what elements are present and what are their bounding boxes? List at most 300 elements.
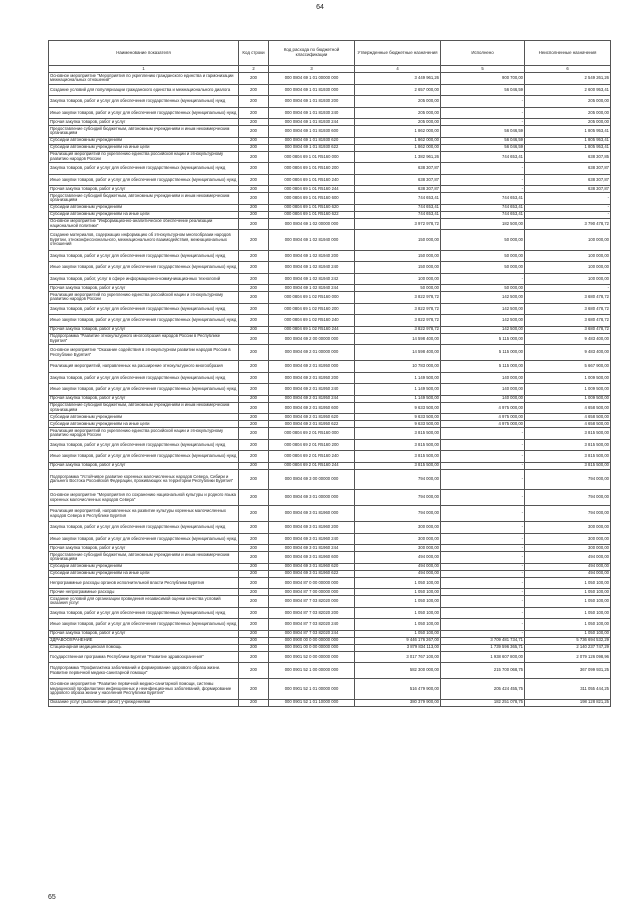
cell-name: Прочая закупка товаров, работ и услуг (49, 285, 239, 292)
cell-kbk: 000 0804 87 7 03 82020 244 (269, 630, 355, 637)
table-row (49, 345, 611, 361)
cell-plan: 2 657 000,00 (355, 84, 441, 96)
cell-done: 4 975 000,00 (441, 414, 525, 421)
cell-plan: 744 653,41 (355, 204, 441, 211)
cell-plan: 150 000,00 (355, 230, 441, 251)
column-number: 3 (269, 66, 355, 73)
cell-code: 200 (239, 262, 269, 274)
table-row (49, 428, 611, 440)
cell-kbk: 000 0804 69 3 01 81960 200 (269, 522, 355, 534)
cell-kbk: 000 0804 69 1 01 81930 200 (269, 96, 355, 108)
table-row (49, 402, 611, 414)
cell-kbk: 000 0804 69 3 01 81960 622 (269, 570, 355, 577)
cell-code: 200 (239, 679, 269, 700)
cell-plan: 744 653,41 (355, 193, 441, 205)
cell-code: 200 (239, 522, 269, 534)
cell-plan: 1 050 100,00 (355, 607, 441, 619)
cell-done: 142 500,00 (441, 303, 525, 315)
cell-name: Прочая закупка товаров, работ и услуг (49, 395, 239, 402)
table-row (49, 218, 611, 230)
cell-name: Субсидии автономным учреждениям на иные цели (49, 421, 239, 428)
cell-rest: 3 815 500,00 (525, 439, 611, 451)
cell-done: 56 046,59 (441, 84, 525, 96)
cell-rest: 3 680 478,72 (525, 326, 611, 333)
cell-rest: 638 307,87 (525, 174, 611, 186)
cell-done: 1 739 596 365,71 (441, 644, 525, 651)
cell-name: Непрограммные расходы органов исполнительной власти Республики Бурятия (49, 577, 239, 589)
cell-rest: 2 549 261,26 (525, 73, 611, 85)
cell-kbk: 000 0804 87 7 03 82020 000 (269, 596, 355, 608)
header-kbk: Код расхода по бюджетной классификации (269, 41, 355, 66)
cell-plan: 3 822 978,72 (355, 315, 441, 327)
cell-kbk: 000 0804 69 2 01 81950 240 (269, 384, 355, 396)
cell-name: Стационарная медицинская помощь (49, 644, 239, 651)
cell-done: - (441, 552, 525, 564)
cell-rest: 3 815 500,00 (525, 428, 611, 440)
cell-code: 200 (239, 96, 269, 108)
cell-code: 200 (239, 372, 269, 384)
cell-name: Иные закупки товаров, работ и услуг для обеспечения государственных (муниципальных) нужд (49, 262, 239, 274)
cell-name: Оказание услуг (выполнение работ) учреждениями (49, 699, 239, 706)
cell-code: 200 (239, 144, 269, 151)
cell-plan: 300 000,00 (355, 533, 441, 545)
table-row (49, 326, 611, 333)
cell-name: ЗДРАВООХРАНЕНИЕ (49, 637, 239, 644)
cell-rest: 1 805 953,41 (525, 137, 611, 144)
cell-kbk: 000 0804 69 1 01 81930 000 (269, 84, 355, 96)
cell-plan: 300 000,00 (355, 522, 441, 534)
cell-plan: 1 050 100,00 (355, 619, 441, 631)
table-row (49, 186, 611, 193)
cell-rest: 198 128 821,25 (525, 699, 611, 706)
cell-name: Закупка товаров, работ и услуг для обеспечения государственных (муниципальных) нужд (49, 607, 239, 619)
cell-plan: 3 815 500,00 (355, 439, 441, 451)
cell-rest: 1 050 100,00 (525, 630, 611, 637)
cell-code: 200 (239, 630, 269, 637)
cell-code: 200 (239, 506, 269, 522)
cell-rest: 1 805 953,41 (525, 126, 611, 138)
cell-plan: 494 000,00 (355, 570, 441, 577)
cell-done: 50 000,00 (441, 285, 525, 292)
cell-code: 200 (239, 469, 269, 490)
cell-rest: 311 055 444,25 (525, 679, 611, 700)
table-row (49, 372, 611, 384)
cell-name: Иные закупки товаров, работ и услуг для обеспечения государственных (муниципальных) нужд (49, 174, 239, 186)
cell-rest: 1 009 500,00 (525, 384, 611, 396)
cell-rest: 1 050 100,00 (525, 589, 611, 596)
table-row (49, 73, 611, 85)
cell-kbk: 000 0804 69 1 01 81930 600 (269, 126, 355, 138)
cell-done: - (441, 96, 525, 108)
cell-code: 200 (239, 395, 269, 402)
cell-code: 200 (239, 644, 269, 651)
cell-name: Иные закупки товаров, работ и услуг для обеспечения государственных (муниципальных) нужд (49, 619, 239, 631)
cell-plan: 3 815 500,00 (355, 428, 441, 440)
table-row (49, 462, 611, 469)
cell-code: 200 (239, 315, 269, 327)
cell-plan: 1 862 000,00 (355, 126, 441, 138)
cell-name: Создание материалов, содержащих информацию об этнокультурном многообразии народов Бурятии, этноконфессионального, межнационального взаимодействия, межнациональных отношений (49, 230, 239, 251)
cell-done: - (441, 619, 525, 631)
cell-kbk: 000 0804 69 1 02 81940 244 (269, 285, 355, 292)
table-row (49, 273, 611, 285)
cell-kbk: 000 0804 69 1 02 R5160 244 (269, 326, 355, 333)
cell-plan: 50 000,00 (355, 285, 441, 292)
cell-done: - (441, 570, 525, 577)
cell-kbk: 000 0804 69 1 02 R5160 240 (269, 315, 355, 327)
cell-plan: 9 633 500,00 (355, 421, 441, 428)
cell-plan: 300 000,00 (355, 545, 441, 552)
cell-name: Закупка товаров, работ и услуг для обеспечения государственных (муниципальных) нужд (49, 96, 239, 108)
table-row (49, 211, 611, 218)
table-row (49, 193, 611, 205)
cell-plan: 205 000,00 (355, 96, 441, 108)
cell-kbk: 000 0804 69 1 01 R5160 620 (269, 204, 355, 211)
cell-plan: 14 598 400,00 (355, 333, 441, 345)
cell-done: 4 975 000,00 (441, 402, 525, 414)
cell-name: Основное мероприятие "Развитие первичной медико-санитарной помощи, системы медицинской профилактики инфекционных и неинфекционных заболеваний, формирование здорового образа жизни у населения Республики Бурятия" (49, 679, 239, 700)
cell-plan: 582 300 000,00 (355, 663, 441, 679)
cell-kbk: 000 0804 69 2 01 81950 620 (269, 414, 355, 421)
cell-code: 200 (239, 439, 269, 451)
cell-code: 200 (239, 589, 269, 596)
cell-rest: 494 000,00 (525, 552, 611, 564)
cell-plan: 1 050 100,00 (355, 596, 441, 608)
cell-rest: 3 790 478,72 (525, 218, 611, 230)
table-row (49, 545, 611, 552)
table-row (49, 644, 611, 651)
cell-name: Подпрограмма "Профилактика заболеваний и формирование здорового образа жизни. Развитие первичной медико-санитарной помощи" (49, 663, 239, 679)
cell-name: Субсидии автономным учреждениям (49, 204, 239, 211)
cell-code: 200 (239, 73, 269, 85)
cell-rest: 1 050 100,00 (525, 577, 611, 589)
cell-code: 200 (239, 490, 269, 506)
cell-code: 200 (239, 204, 269, 211)
cell-done: - (441, 469, 525, 490)
cell-code: 200 (239, 126, 269, 138)
cell-name: Закупка товаров, работ, услуг в сфере информационно-коммуникационных технологий (49, 273, 239, 285)
cell-plan: 10 783 000,00 (355, 361, 441, 373)
cell-done: - (441, 596, 525, 608)
header-plan: Утвержденные бюджетные назначения (355, 41, 441, 66)
header-name: Наименование показателя (49, 41, 239, 66)
table-row (49, 637, 611, 644)
cell-code: 200 (239, 230, 269, 251)
cell-kbk: 000 0804 69 2 01 R5160 240 (269, 451, 355, 463)
cell-rest: - (525, 211, 611, 218)
cell-done: - (441, 545, 525, 552)
cell-code: 200 (239, 663, 269, 679)
cell-done: 3 709 481 734,71 (441, 637, 525, 644)
cell-done: 182 500,00 (441, 218, 525, 230)
cell-plan: 794 000,00 (355, 506, 441, 522)
cell-code: 200 (239, 619, 269, 631)
cell-code: 200 (239, 552, 269, 564)
column-number: 5 (441, 66, 525, 73)
cell-kbk: 000 0804 69 1 01 81930 244 (269, 119, 355, 126)
header-done: Исполнено (441, 41, 525, 66)
cell-rest: 205 000,00 (525, 119, 611, 126)
table-row (49, 84, 611, 96)
cell-rest: 300 000,00 (525, 533, 611, 545)
header-code: Код строки (239, 41, 269, 66)
cell-rest: 9 483 400,00 (525, 345, 611, 361)
cell-rest: 3 680 478,72 (525, 292, 611, 304)
table-row (49, 163, 611, 175)
cell-done: - (441, 439, 525, 451)
cell-kbk: 000 0900 00 0 00 00000 000 (269, 637, 355, 644)
cell-done: 142 500,00 (441, 326, 525, 333)
cell-kbk: 000 0901 00 0 00 00000 000 (269, 644, 355, 651)
cell-kbk: 000 0804 69 2 01 81950 622 (269, 421, 355, 428)
cell-done: 50 000,00 (441, 230, 525, 251)
cell-plan: 1 050 100,00 (355, 630, 441, 637)
cell-rest: 205 000,00 (525, 107, 611, 119)
cell-plan: 3 822 978,72 (355, 292, 441, 304)
table-row (49, 552, 611, 564)
cell-code: 200 (239, 545, 269, 552)
cell-done: - (441, 506, 525, 522)
cell-rest: - (525, 193, 611, 205)
cell-done: 140 000,00 (441, 372, 525, 384)
cell-name: Подпрограмма "Устойчивое развитие коренных малочисленных народов Севера, Сибири и Дальнего Востока Российской Федерации, проживающих на территории Республики Бурятия" (49, 469, 239, 490)
table-row (49, 285, 611, 292)
table-row (49, 144, 611, 151)
cell-rest: - (525, 204, 611, 211)
cell-kbk: 000 0804 69 3 01 81960 244 (269, 545, 355, 552)
cell-kbk: 000 0804 69 1 02 00000 000 (269, 218, 355, 230)
table-row (49, 384, 611, 396)
cell-kbk: 000 0901 52 1 00 00000 000 (269, 663, 355, 679)
cell-kbk: 000 0804 69 3 00 00000 000 (269, 469, 355, 490)
page-number-bottom: 65 (48, 894, 56, 901)
cell-rest: 9 483 400,00 (525, 333, 611, 345)
cell-rest: 300 000,00 (525, 522, 611, 534)
cell-done: - (441, 174, 525, 186)
table-row (49, 151, 611, 163)
cell-plan: 205 000,00 (355, 119, 441, 126)
cell-rest: 100 000,00 (525, 250, 611, 262)
cell-kbk: 000 0804 69 3 01 81960 600 (269, 552, 355, 564)
cell-rest: 1 050 100,00 (525, 607, 611, 619)
cell-plan: 494 000,00 (355, 552, 441, 564)
cell-plan: 516 479 900,00 (355, 679, 441, 700)
cell-plan: 9 446 176 267,00 (355, 637, 441, 644)
table-row (49, 490, 611, 506)
table-header-row (49, 41, 611, 66)
cell-plan: 3 879 834 113,00 (355, 644, 441, 651)
cell-name: Реализация мероприятий по укреплению единства российской нации и этнокультурному развитию народов России (49, 428, 239, 440)
cell-plan: 3 017 767 100,00 (355, 651, 441, 663)
cell-plan: 794 000,00 (355, 469, 441, 490)
cell-code: 200 (239, 402, 269, 414)
cell-kbk: 000 0804 69 1 01 R5160 200 (269, 163, 355, 175)
cell-done: 142 500,00 (441, 315, 525, 327)
budget-table (48, 40, 611, 707)
cell-kbk: 000 0804 69 1 02 R5160 200 (269, 303, 355, 315)
cell-kbk: 000 0804 69 1 01 R5160 000 (269, 151, 355, 163)
cell-plan: 150 000,00 (355, 250, 441, 262)
cell-name: Иные закупки товаров, работ и услуг для обеспечения государственных (муниципальных) нужд (49, 315, 239, 327)
cell-name: Основное мероприятие "Мероприятия по укреплению гражданского единства и гармонизации межнациональных отношений" (49, 73, 239, 85)
cell-rest: 1 805 953,41 (525, 144, 611, 151)
cell-code: 200 (239, 137, 269, 144)
table-row (49, 421, 611, 428)
cell-done: - (441, 563, 525, 570)
cell-name: Субсидии автономным учреждениям на иные цели (49, 144, 239, 151)
cell-code: 200 (239, 333, 269, 345)
cell-name: Прочая закупка товаров, работ и услуг (49, 119, 239, 126)
cell-plan: 1 862 000,00 (355, 137, 441, 144)
cell-rest: 494 000,00 (525, 563, 611, 570)
table-row (49, 663, 611, 679)
cell-name: Закупка товаров, работ и услуг для обеспечения государственных (муниципальных) нужд (49, 522, 239, 534)
cell-code: 200 (239, 428, 269, 440)
cell-rest: 794 000,00 (525, 506, 611, 522)
cell-rest: 2 079 126 098,96 (525, 651, 611, 663)
table-row (49, 250, 611, 262)
cell-plan: 1 862 000,00 (355, 144, 441, 151)
cell-plan: 3 815 500,00 (355, 451, 441, 463)
column-number: 2 (239, 66, 269, 73)
table-row (49, 174, 611, 186)
cell-rest: 1 009 500,00 (525, 372, 611, 384)
cell-code: 200 (239, 250, 269, 262)
table-row (49, 230, 611, 251)
cell-kbk: 000 0804 69 1 01 00000 000 (269, 73, 355, 85)
cell-name: Субсидии автономным учреждениям на иные цели (49, 570, 239, 577)
cell-kbk: 000 0804 87 7 00 00000 000 (269, 589, 355, 596)
cell-kbk: 000 0804 69 2 01 R5160 244 (269, 462, 355, 469)
cell-kbk: 000 0804 69 1 01 R5160 240 (269, 174, 355, 186)
cell-done: 5 115 000,00 (441, 345, 525, 361)
table-row (49, 439, 611, 451)
cell-plan: 638 307,87 (355, 163, 441, 175)
cell-plan: 3 972 978,72 (355, 218, 441, 230)
cell-code: 200 (239, 563, 269, 570)
cell-kbk: 000 0804 69 3 01 00000 000 (269, 490, 355, 506)
cell-plan: 1 149 500,00 (355, 395, 441, 402)
cell-rest: 2 600 953,41 (525, 84, 611, 96)
table-row (49, 96, 611, 108)
cell-name: Прочая закупка товаров, работ и услуг (49, 462, 239, 469)
table-row (49, 506, 611, 522)
cell-rest: 2 140 237 747,29 (525, 644, 611, 651)
cell-kbk: 000 0804 69 2 01 81950 200 (269, 372, 355, 384)
cell-done: - (441, 273, 525, 285)
cell-code: 200 (239, 151, 269, 163)
cell-done: 900 700,00 (441, 73, 525, 85)
cell-done: 56 046,59 (441, 144, 525, 151)
cell-kbk: 000 0901 52 1 01 00000 000 (269, 679, 355, 700)
cell-code: 200 (239, 273, 269, 285)
cell-rest: 794 000,00 (525, 469, 611, 490)
cell-name: Основное мероприятие "Мероприятия по сохранению национальной культуры и родного языка коренных малочисленных народов Севера" (49, 490, 239, 506)
cell-name: Прочие непрограммные расходы (49, 589, 239, 596)
cell-done: - (441, 490, 525, 506)
cell-done: 5 115 000,00 (441, 333, 525, 345)
cell-name: Государственная программа Республики Бурятия "Развитие здравоохранения" (49, 651, 239, 663)
cell-kbk: 000 0901 52 1 01 10000 000 (269, 699, 355, 706)
cell-name: Субсидии автономным учреждениям (49, 563, 239, 570)
column-number: 1 (49, 66, 239, 73)
cell-code: 200 (239, 651, 269, 663)
table-row (49, 292, 611, 304)
cell-plan: 3 822 978,72 (355, 303, 441, 315)
cell-kbk: 000 0804 69 1 01 81930 240 (269, 107, 355, 119)
cell-kbk: 000 0804 69 1 01 R5160 244 (269, 186, 355, 193)
table-row (49, 451, 611, 463)
cell-name: Иные закупки товаров, работ и услуг для обеспечения государственных (муниципальных) нужд (49, 384, 239, 396)
header-rest: Неисполненные назначения (525, 41, 611, 66)
table-row (49, 570, 611, 577)
page-number-top: 64 (316, 4, 324, 11)
cell-plan: 1 050 100,00 (355, 577, 441, 589)
table-row (49, 651, 611, 663)
cell-kbk: 000 0804 69 3 01 81960 620 (269, 563, 355, 570)
table-row (49, 577, 611, 589)
table-row (49, 303, 611, 315)
cell-done: - (441, 462, 525, 469)
cell-name: Создание условий для организации проведения независимой оценки качества условий оказания услуг (49, 596, 239, 608)
cell-name: Предоставление субсидий бюджетным, автономным учреждениям и иным некоммерческим организациям (49, 402, 239, 414)
cell-name: Субсидии автономным учреждениям (49, 414, 239, 421)
cell-kbk: 000 0804 69 1 02 81940 200 (269, 250, 355, 262)
cell-plan: 744 653,41 (355, 211, 441, 218)
cell-kbk: 000 0804 69 3 01 81960 240 (269, 533, 355, 545)
cell-name: Реализация мероприятий, направленных на развитие культуры коренных малочисленных народов Севера в Республике Бурятия (49, 506, 239, 522)
cell-done: - (441, 186, 525, 193)
cell-done: - (441, 630, 525, 637)
cell-done: 744 653,41 (441, 193, 525, 205)
cell-kbk: 000 0804 87 7 03 82020 200 (269, 607, 355, 619)
cell-name: Основное мероприятие "Информационно-аналитическое обеспечение реализации национальной политики" (49, 218, 239, 230)
cell-done: 744 653,41 (441, 151, 525, 163)
cell-done: - (441, 163, 525, 175)
cell-done: 142 500,00 (441, 292, 525, 304)
cell-code: 200 (239, 163, 269, 175)
cell-done: - (441, 119, 525, 126)
cell-kbk: 000 0804 69 1 01 R5160 600 (269, 193, 355, 205)
cell-name: Закупка товаров, работ и услуг для обеспечения государственных (муниципальных) нужд (49, 439, 239, 451)
table-row (49, 679, 611, 700)
cell-code: 200 (239, 326, 269, 333)
cell-kbk: 000 0804 69 1 02 81940 242 (269, 273, 355, 285)
cell-done: 215 700 068,75 (441, 663, 525, 679)
cell-plan: 9 633 500,00 (355, 414, 441, 421)
cell-name: Закупка товаров, работ и услуг для обеспечения государственных (муниципальных) нужд (49, 163, 239, 175)
cell-name: Прочая закупка товаров, работ и услуг (49, 545, 239, 552)
cell-name: Субсидии автономным учреждениям (49, 137, 239, 144)
cell-done: 205 424 455,75 (441, 679, 525, 700)
table-row (49, 204, 611, 211)
cell-plan: 205 000,00 (355, 107, 441, 119)
cell-name: Иные закупки товаров, работ и услуг для обеспечения государственных (муниципальных) нужд (49, 451, 239, 463)
cell-kbk: 000 0901 52 0 00 00000 000 (269, 651, 355, 663)
cell-rest: 205 000,00 (525, 96, 611, 108)
table-row (49, 395, 611, 402)
cell-rest: 4 658 500,00 (525, 414, 611, 421)
cell-name: Закупка товаров, работ и услуг для обеспечения государственных (муниципальных) нужд (49, 250, 239, 262)
cell-code: 200 (239, 119, 269, 126)
cell-name: Прочая закупка товаров, работ и услуг (49, 326, 239, 333)
cell-done: 56 046,59 (441, 137, 525, 144)
cell-name: Подпрограмма "Развитие этнокультурного многообразия народов России в Республике Бурятия" (49, 333, 239, 345)
cell-plan: 3 822 978,72 (355, 326, 441, 333)
cell-name: Реализация мероприятий по укреплению единства российской нации и этнокультурному развитию народов России (49, 151, 239, 163)
cell-name: Предоставление субсидий бюджетным, автономным учреждениям и иным некоммерческим организациям (49, 126, 239, 138)
cell-code: 200 (239, 421, 269, 428)
